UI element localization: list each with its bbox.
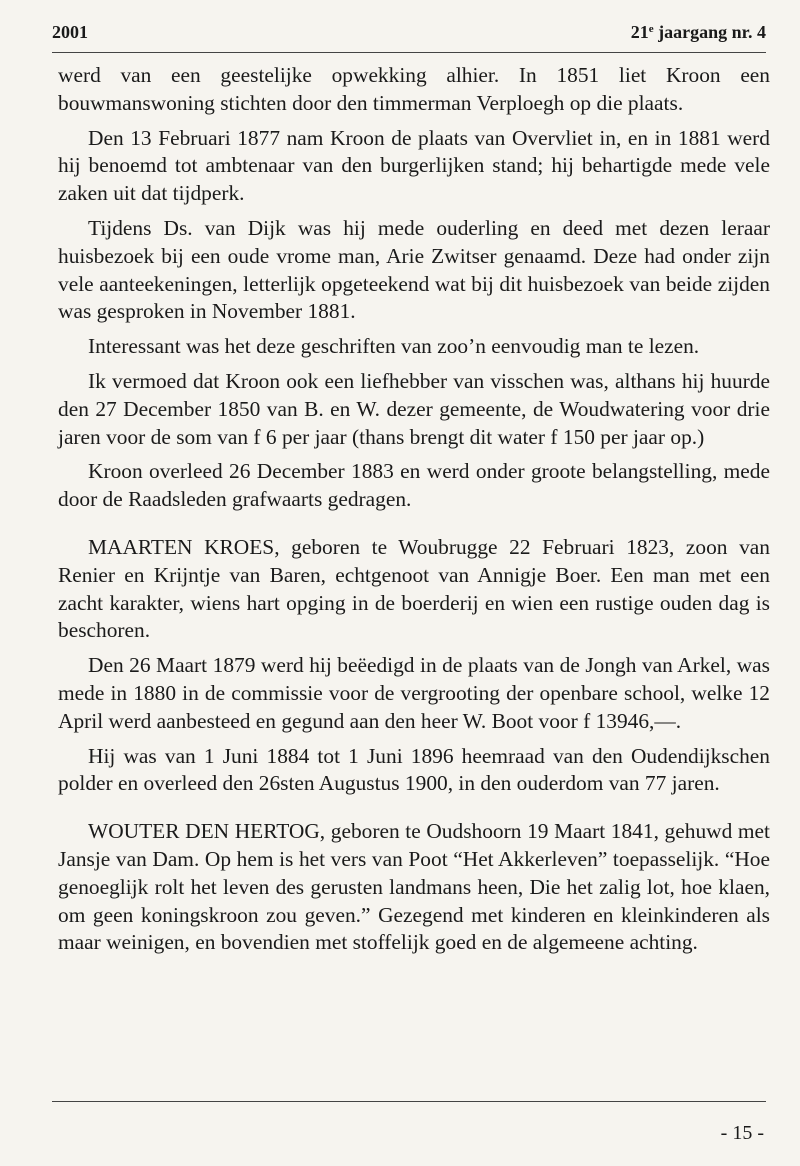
page-number: - 15 - <box>720 1122 764 1144</box>
paragraph: Hij was van 1 Juni 1884 tot 1 Juni 1896 heemraad van den Oudendijkschen polder en overleed den 26sten Augustus 1900, in den ouderdom van 77 jaren. <box>58 743 770 796</box>
paragraph: Ik vermoed dat Kroon ook een liefhebber van visschen was, althans hij huurde den 27 December 1850 van B. en W. dezer gemeente, de Woudwatering voor drie jaren voor de som van f 6 per jaar (thans brengt dit water f 150 per jaar op.) <box>58 368 770 449</box>
header-year: 2001 <box>52 22 88 42</box>
paragraph-maarten-kroes: MAARTEN KROES, geboren te Woubrugge 22 Februari 1823, zoon van Renier en Krijntje van Baren, echtgenoot van Annigje Boer. Een man met een zacht karakter, wiens hart opging in de boerderij en wien een rustige ouden dag is beschoren. <box>58 534 770 643</box>
paragraph: Interessant was het deze geschriften van zoo’n eenvoudig man te lezen. <box>88 334 700 359</box>
header-volume: 21e jaargang nr. 4 <box>630 22 766 42</box>
footer-rule <box>52 1101 766 1102</box>
paragraph: Tijdens Ds. van Dijk was hij mede ouderling en deed met dezen leraar huisbezoek bij een oude vrome man, Arie Zwitser genaamd. Deze had onder zijn vele aanteekeningen, letterlijk opgeteekend wat bij dit huisbezoek van beide zijden was gesproken in November 1881. <box>58 215 770 324</box>
paragraph-wouter-den-hertog: WOUTER DEN HERTOG, geboren te Oudshoorn 19 Maart 1841, gehuwd met Jansje van Dam. Op hem is het vers van Poot “Het Akkerleven” toepasselijk. “Hoe genoeglijk rolt het leven des gerusten landmans heen, Die het zalig lot, hoe klaen, om geen koningskroon zou geven.” Gezegend met kinderen en kleinkinderen als maar weinigen, en bovendien met stoffelijk goed en de algemeene achting. <box>58 819 770 955</box>
header-rule <box>52 52 766 53</box>
paragraph: Den 13 Februari 1877 nam Kroon de plaats van Overvliet in, en in 1881 werd hij benoemd tot ambtenaar van den burgerlijken stand; hij behartigde mede vele zaken uit dat tijdperk. <box>58 125 770 206</box>
running-header <box>52 20 766 48</box>
paragraph-continuation: werd van een geestelijke opwekking alhier. In 1851 liet Kroon een bouwmanswoning stichten door den timmerman Verploegh op die plaats. <box>58 63 770 115</box>
paragraph: Kroon overleed 26 December 1883 en werd onder groote belangstelling, mede door de Raadsleden grafwaarts gedragen. <box>58 459 770 512</box>
article-body <box>58 62 770 964</box>
paragraph: Den 26 Maart 1879 werd hij beëedigd in de plaats van de Jongh van Arkel, was mede in 1880 in de commissie voor de vergrooting der openbare school, welke 12 April werd aanbesteed en gegund aan den heer W. Boot voor f 13946,—. <box>58 653 770 733</box>
